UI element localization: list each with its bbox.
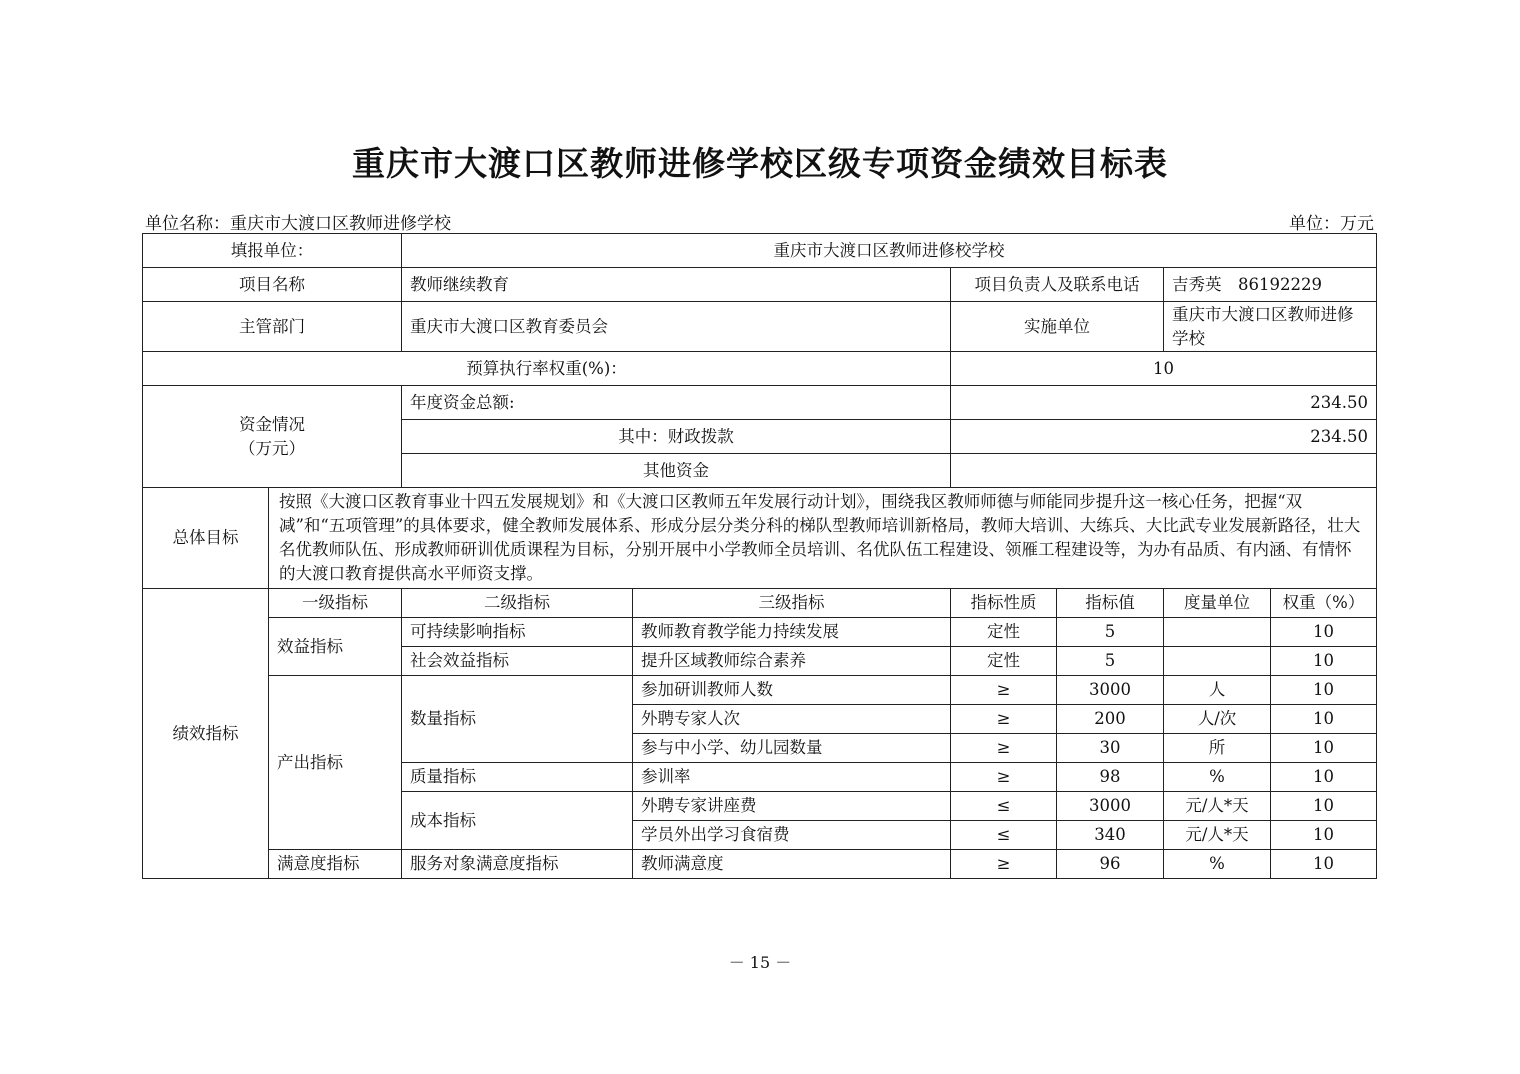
header-unit: 度量单位 [1164, 589, 1271, 618]
unit-cell [1164, 618, 1271, 647]
page-title: 重庆市大渡口区教师进修学校区级专项资金绩效目标表 [352, 144, 1168, 183]
nature-cell: ≥ [951, 850, 1057, 879]
weight-cell: 10 [1271, 734, 1377, 763]
level3-cell: 学员外出学习食宿费 [633, 821, 951, 850]
unit-cell: % [1164, 763, 1271, 792]
header-nature: 指标性质 [951, 589, 1057, 618]
annual-total-label: 年度资金总额: [402, 386, 951, 420]
header-weight: 权重（%） [1271, 589, 1377, 618]
level1-output: 产出指标 [269, 676, 402, 850]
level2-cost: 成本指标 [402, 792, 633, 850]
level1-benefit: 效益指标 [269, 618, 402, 676]
other-fund-label: 其他资金 [402, 454, 951, 488]
perf-label: 绩效指标 [143, 589, 269, 879]
fund-label-text: 资金情况 [239, 414, 305, 434]
level3-cell: 提升区域教师综合素养 [633, 647, 951, 676]
value-cell: 200 [1057, 705, 1164, 734]
level2-social: 社会效益指标 [402, 647, 633, 676]
value-cell: 96 [1057, 850, 1164, 879]
nature-cell: ≥ [951, 705, 1057, 734]
unit-cell: 人/次 [1164, 705, 1271, 734]
fiscal-value: 234.50 [951, 420, 1377, 454]
value-cell: 340 [1057, 821, 1164, 850]
unit-cell: 人 [1164, 676, 1271, 705]
other-fund-value [951, 454, 1377, 488]
currency-unit-label: 单位：万元 [1289, 214, 1374, 234]
unit-cell: % [1164, 850, 1271, 879]
header-value: 指标值 [1057, 589, 1164, 618]
nature-cell: ≥ [951, 763, 1057, 792]
weight-cell: 10 [1271, 850, 1377, 879]
level3-cell: 外聘专家人次 [633, 705, 951, 734]
weight-cell: 10 [1271, 705, 1377, 734]
weight-cell: 10 [1271, 792, 1377, 821]
weight-cell: 10 [1271, 618, 1377, 647]
level2-sustain: 可持续影响指标 [402, 618, 633, 647]
performance-target-table [142, 233, 1377, 879]
level2-quality: 质量指标 [402, 763, 633, 792]
level3-cell: 参与中小学、幼儿园数量 [633, 734, 951, 763]
table-row [143, 618, 1377, 647]
unit-cell [1164, 647, 1271, 676]
nature-cell: ≥ [951, 676, 1057, 705]
fund-unit-text: （万元） [239, 438, 305, 458]
fiscal-label: 其中：财政拨款 [402, 420, 951, 454]
header-level1: 一级指标 [269, 589, 402, 618]
level2-service: 服务对象满意度指标 [402, 850, 633, 879]
page-number: － 15 － [728, 953, 792, 972]
nature-cell: ≥ [951, 734, 1057, 763]
weight-cell: 10 [1271, 821, 1377, 850]
table-row [143, 850, 1377, 879]
header-level3: 三级指标 [633, 589, 951, 618]
fill-unit-value: 重庆市大渡口区教师进修校学校 [402, 234, 1377, 268]
weight-cell: 10 [1271, 647, 1377, 676]
goal-text: 按照《大渡口区教育事业十四五发展规划》和《大渡口区教师五年发展行动计划》，围绕我区教师师德与师能同步提升这一核心任务，把握“双减”和“五项管理”的具体要求，健全教师发展体系、形成分层分类分科的梯队型教师培训新格局，教师大培训、大练兵、大比武专业发展新路径，壮大名优教师队伍、形成教师研训优质课程为目标，分别开展中小学教师全员培训、名优队伍工程建设、领雁工程建设等，为办有品质、有内涵、有情怀的大渡口教育提供高水平师资支撑。 [269, 488, 1377, 589]
budget-weight-value: 10 [951, 352, 1377, 386]
level3-cell: 外聘专家讲座费 [633, 792, 951, 821]
value-cell: 98 [1057, 763, 1164, 792]
value-cell: 5 [1057, 647, 1164, 676]
level2-quantity: 数量指标 [402, 676, 633, 763]
weight-cell: 10 [1271, 676, 1377, 705]
level3-cell: 参训率 [633, 763, 951, 792]
contact-value: 吉秀英 86192229 [1164, 268, 1377, 302]
impl-unit-value: 重庆市大渡口区教师进修学校 [1164, 302, 1377, 352]
level3-cell: 教师满意度 [633, 850, 951, 879]
level3-cell: 参加研训教师人数 [633, 676, 951, 705]
unit-name-label: 单位名称：重庆市大渡口区教师进修学校 [145, 214, 451, 234]
value-cell: 3000 [1057, 792, 1164, 821]
project-name-value: 教师继续教育 [402, 268, 951, 302]
nature-cell: 定性 [951, 647, 1057, 676]
project-name-label: 项目名称 [143, 268, 402, 302]
value-cell: 5 [1057, 618, 1164, 647]
weight-cell: 10 [1271, 763, 1377, 792]
value-cell: 3000 [1057, 676, 1164, 705]
value-cell: 30 [1057, 734, 1164, 763]
nature-cell: ≤ [951, 792, 1057, 821]
dept-value: 重庆市大渡口区教育委员会 [402, 302, 951, 352]
fill-unit-label: 填报单位： [143, 234, 402, 268]
nature-cell: ≤ [951, 821, 1057, 850]
unit-cell: 所 [1164, 734, 1271, 763]
table-row [143, 676, 1377, 705]
nature-cell: 定性 [951, 618, 1057, 647]
level3-cell: 教师教育教学能力持续发展 [633, 618, 951, 647]
contact-label: 项目负责人及联系电话 [951, 268, 1164, 302]
unit-cell: 元/人*天 [1164, 821, 1271, 850]
impl-unit-label: 实施单位 [951, 302, 1164, 352]
dept-label: 主管部门 [143, 302, 402, 352]
goal-label: 总体目标 [143, 488, 269, 589]
annual-total-value: 234.50 [951, 386, 1377, 420]
unit-cell: 元/人*天 [1164, 792, 1271, 821]
header-level2: 二级指标 [402, 589, 633, 618]
fund-label [143, 386, 402, 488]
level1-satisfaction: 满意度指标 [269, 850, 402, 879]
budget-weight-label: 预算执行率权重(%)： [143, 352, 951, 386]
